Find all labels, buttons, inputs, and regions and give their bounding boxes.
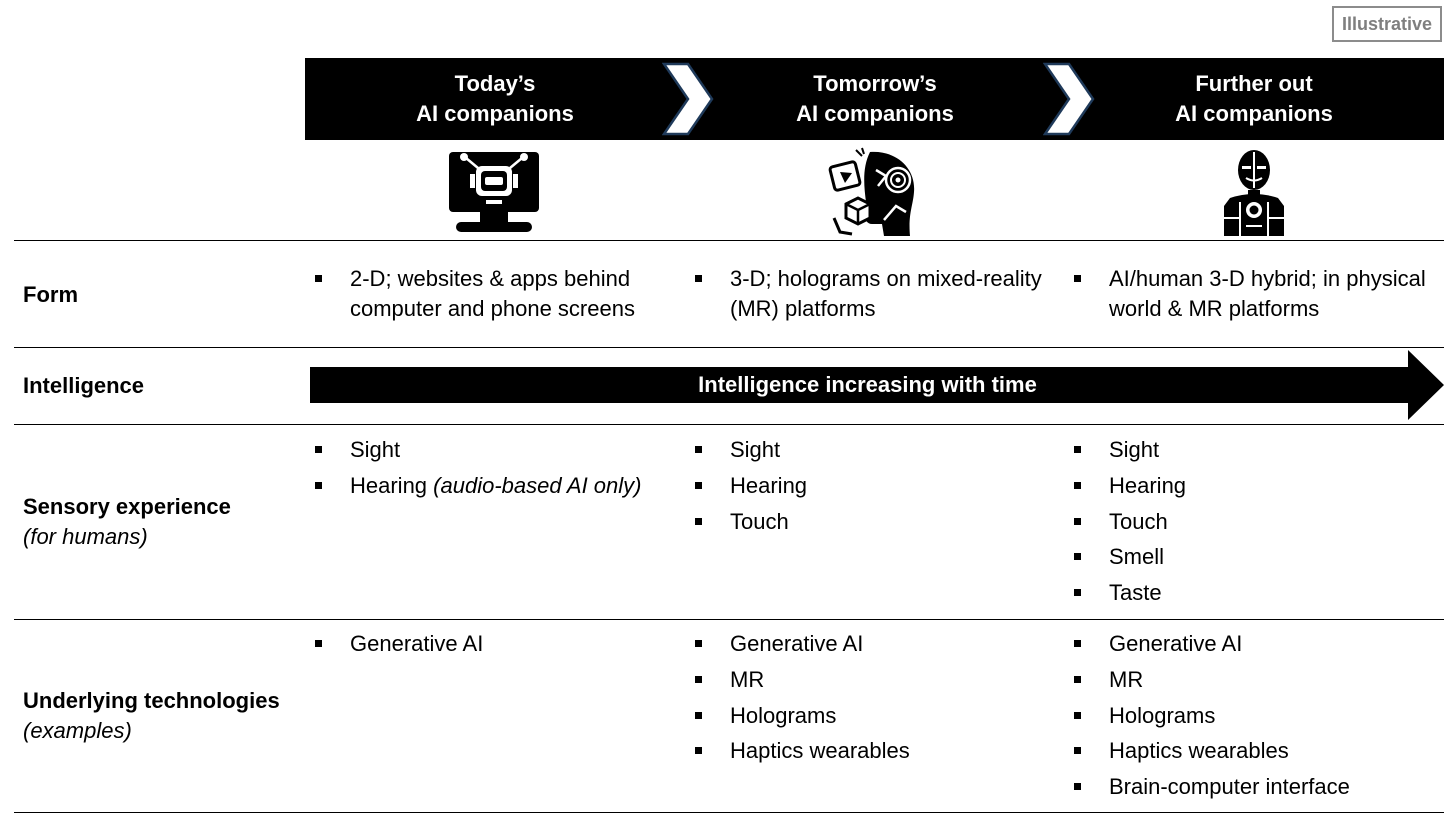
- chevron-right-icon: [662, 62, 714, 136]
- list-item: MR: [695, 665, 1055, 701]
- list-item: 3-D; holograms on mixed-reality (MR) platforms: [695, 264, 1055, 324]
- column-header-line1: Further out: [1195, 71, 1313, 96]
- divider-line: [14, 347, 1444, 348]
- column-header-today: [305, 58, 685, 140]
- row-label-text: Intelligence: [23, 373, 145, 398]
- list-item: Generative AI: [315, 629, 675, 665]
- sensory-cell-further-out: [1074, 435, 1444, 614]
- column-header-line2: AI companions: [796, 101, 954, 126]
- column-header-line1: Today’s: [454, 71, 536, 96]
- list-item: AI/human 3-D hybrid; in physical world & MR platforms: [1074, 264, 1444, 324]
- computer-robot-icon: [446, 146, 542, 238]
- column-header-line2: AI companions: [1175, 101, 1333, 126]
- list-item: Haptics wearables: [1074, 736, 1444, 772]
- list-item: Sight: [315, 435, 685, 471]
- illustrative-badge: Illustrative: [1332, 6, 1442, 42]
- row-label-text: Sensory experience: [23, 494, 231, 519]
- ai-head-hologram-icon: [826, 146, 922, 238]
- divider-line: [14, 240, 1444, 241]
- column-header-tomorrow: [685, 58, 1065, 140]
- divider-line: [14, 812, 1444, 813]
- form-cell-further-out: [1074, 264, 1444, 324]
- divider-line: [14, 424, 1444, 425]
- row-label-text: Form: [23, 282, 78, 307]
- list-item: Hearing: [695, 471, 1055, 507]
- row-label-form: [23, 280, 78, 310]
- list-item: Sight: [695, 435, 1055, 471]
- column-header-line1: Tomorrow’s: [813, 71, 937, 96]
- row-sublabel-text: (for humans): [23, 524, 148, 549]
- form-cell-tomorrow: [695, 264, 1055, 324]
- list-item: Holograms: [695, 701, 1055, 737]
- list-item: Holograms: [1074, 701, 1444, 737]
- row-label-sensory: [23, 492, 231, 552]
- column-header-line2: AI companions: [416, 101, 574, 126]
- list-item: 2-D; websites & apps behind computer and phone screens: [315, 264, 675, 324]
- list-item: Haptics wearables: [695, 736, 1055, 772]
- list-item: Sight: [1074, 435, 1444, 471]
- list-item: Taste: [1074, 578, 1444, 614]
- chevron-right-icon: [1043, 62, 1095, 136]
- divider-line: [14, 619, 1444, 620]
- list-item: Touch: [1074, 507, 1444, 543]
- humanoid-robot-icon: [1206, 146, 1302, 238]
- tech-cell-today: [315, 629, 675, 665]
- list-item: Brain-computer interface: [1074, 772, 1444, 808]
- sensory-cell-tomorrow: [695, 435, 1055, 542]
- list-item: Generative AI: [695, 629, 1055, 665]
- list-item: Generative AI: [1074, 629, 1444, 665]
- hearing-note: (audio-based AI only): [433, 472, 642, 498]
- list-item: [315, 471, 685, 507]
- list-item: Smell: [1074, 542, 1444, 578]
- list-item: MR: [1074, 665, 1444, 701]
- sensory-cell-today: [315, 435, 685, 507]
- intelligence-arrow-label: Intelligence increasing with time: [698, 372, 1037, 397]
- tech-cell-further-out: [1074, 629, 1444, 808]
- tech-cell-tomorrow: [695, 629, 1055, 772]
- list-item: Hearing: [1074, 471, 1444, 507]
- row-label-intelligence: [23, 371, 144, 401]
- column-header-further-out: [1064, 58, 1444, 140]
- list-item-text: Hearing: [350, 472, 428, 498]
- row-label-technologies: [23, 686, 280, 746]
- row-label-text: Underlying technologies: [23, 688, 280, 713]
- form-cell-today: [315, 264, 675, 324]
- list-item: Touch: [695, 507, 1055, 543]
- row-sublabel-text: (examples): [23, 718, 132, 743]
